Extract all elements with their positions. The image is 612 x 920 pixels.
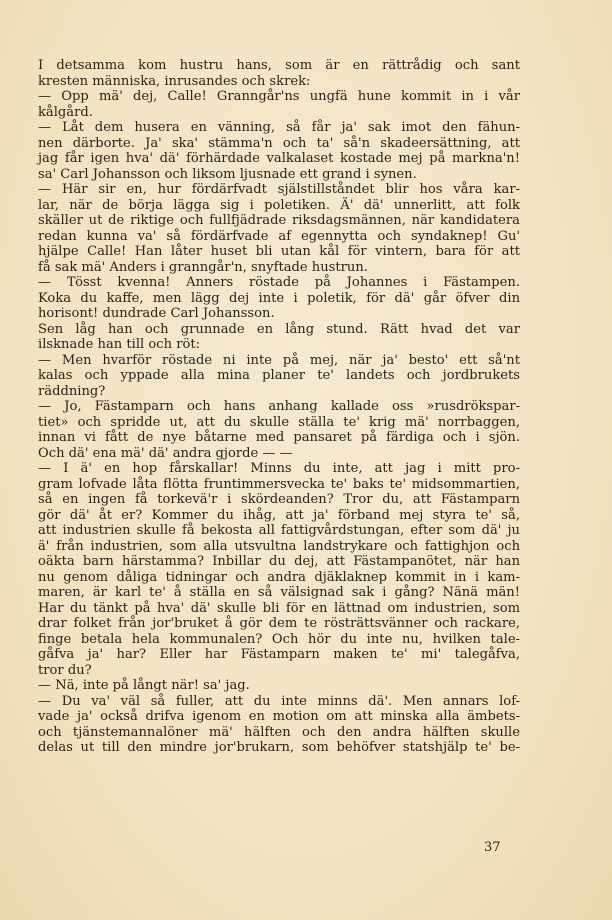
text-line: och tjänstemannalöner mä' hälften och den andra hälften skulle (38, 724, 520, 740)
text-line: Sen låg han och grunnade en lång stund. Rätt hvad det var (38, 321, 520, 337)
text-line: så en ingen få torkevä'r i skördeanden? Tror du, att Fästamparn (38, 492, 520, 507)
text-line: ä' från industrien, som alla utsvultna landstrykare och fattighjon och (38, 538, 520, 554)
text-line: drar folket från jor'bruket å gör dem te rösträttsvänner och rackare, (38, 616, 520, 631)
text-line: tiet» och spridde ut, att du skulle ställa te' krig mä' norrbaggen, (38, 414, 520, 430)
text-line: Har du tänkt på hva' dä' skulle bli för en lättnad om industrien, som (38, 600, 520, 616)
text-line: gör dä' åt er? Kommer du ihåg, att ja' förband mej styra te' så, (38, 507, 520, 523)
text-line: få sak mä' Anders i granngår'n, snyftade hustrun. (38, 259, 368, 275)
text-line: Koka du kaffe, men lägg dej inte i poletik, för dä' går öfver din (38, 290, 520, 306)
text-line: nen därborte. Ja' ska' stämma'n och ta' så'n skadeersättning, att (38, 135, 520, 151)
text-line: att industrien skulle få bekosta all fattigvårdstungan, efter som dä' ju (38, 523, 520, 538)
text-line: I detsamma kom hustru hans, som är en rättrådig och sant (38, 58, 520, 73)
body-text (38, 58, 520, 756)
text-line: delas ut till den mindre jor'brukarn, som behöfver statshjälp te' be- (38, 740, 520, 755)
text-line: gram lofvade låta flötta fruntimmersvecka te' baks te' midsommartien, (38, 476, 520, 492)
text-line: — I ä' en hop fårskallar! Minns du inte, att jag i mitt pro- (38, 461, 520, 476)
text-line: kålgård. (38, 104, 93, 120)
text-line: vade ja' också drifva igenom en motion om att minska alla ämbets- (38, 709, 520, 724)
text-line: — Nä, inte på långt när! sa' jag. (38, 678, 250, 693)
text-line: gåfva ja' har? Eller har Fästamparn maken te' mi' talegåfva, (38, 647, 520, 662)
text-line: kresten människa, inrusandes och skrek: (38, 73, 311, 89)
page-number: 37 (484, 840, 501, 855)
text-line: räddning? (38, 383, 106, 399)
text-line: — Tösst kvenna! Anners röstade på Johannes i Fästampen. (38, 275, 520, 290)
text-line: hjälpe Calle! Han låter huset bli utan kål för vintern, bara för att (38, 244, 520, 259)
text-line: lar, när de börja lägga sig i poletiken. Ä' dä' unnerlitt, att folk (38, 197, 520, 213)
text-line: redan kunna va' så fördärfvade af egennytta och syndaknep! Gu' (38, 228, 520, 244)
text-line: innan vi fått de nye båtarne med pansaret på färdiga och i sjön. (38, 430, 520, 445)
text-line: skäller ut de riktige och fullfjädrade riksdagsmännen, när kandidatera (38, 213, 520, 228)
text-line: nu genom dåliga tidningar och andra djäklaknep kommit in i kam- (38, 569, 520, 585)
text-line: ilsknade han till och röt: (38, 337, 201, 352)
text-line: — Låt dem husera en vänning, så får ja' sak imot den fähun- (38, 120, 520, 135)
text-line: oäkta barn härstamma? Inbillar du dej, att Fästampanötet, när han (38, 554, 520, 569)
text-line: — Jo, Fästamparn och hans anhang kallade oss »rusdrökspar- (38, 399, 520, 414)
text-line: sa' Carl Johansson och liksom ljusnade ett grand i synen. (38, 166, 417, 182)
text-line: kalas och yppade alla mina planer te' landets och jordbrukets (38, 368, 520, 383)
text-line: maren, är karl te' å ställa en så välsignad sak i gång? Nänä män! (38, 585, 520, 600)
text-line: — Opp mä' dej, Calle! Granngår'ns ungfä hune kommit in i vår (38, 89, 520, 104)
text-line: — Du va' väl så fuller, att du inte minns dä'. Men annars lof- (38, 693, 520, 709)
text-line: Och dä' ena mä' dä' andra gjorde — — (38, 445, 293, 461)
text-line: — Men hvarför röstade ni inte på mej, när ja' besto' ett så'nt (38, 352, 520, 368)
text-line: finge betala hela kommunalen? Och hör du inte nu, hvilken tale- (38, 631, 520, 647)
text-line: tror du? (38, 662, 92, 678)
text-line: jag får igen hva' dä' förhärdade valkalaset kostade mej på markna'n! (38, 151, 520, 166)
text-line: — Här sir en, hur fördärfvadt själstillståndet blir hos våra kar- (38, 182, 520, 197)
text-line: horisont! dundrade Carl Johansson. (38, 306, 275, 321)
